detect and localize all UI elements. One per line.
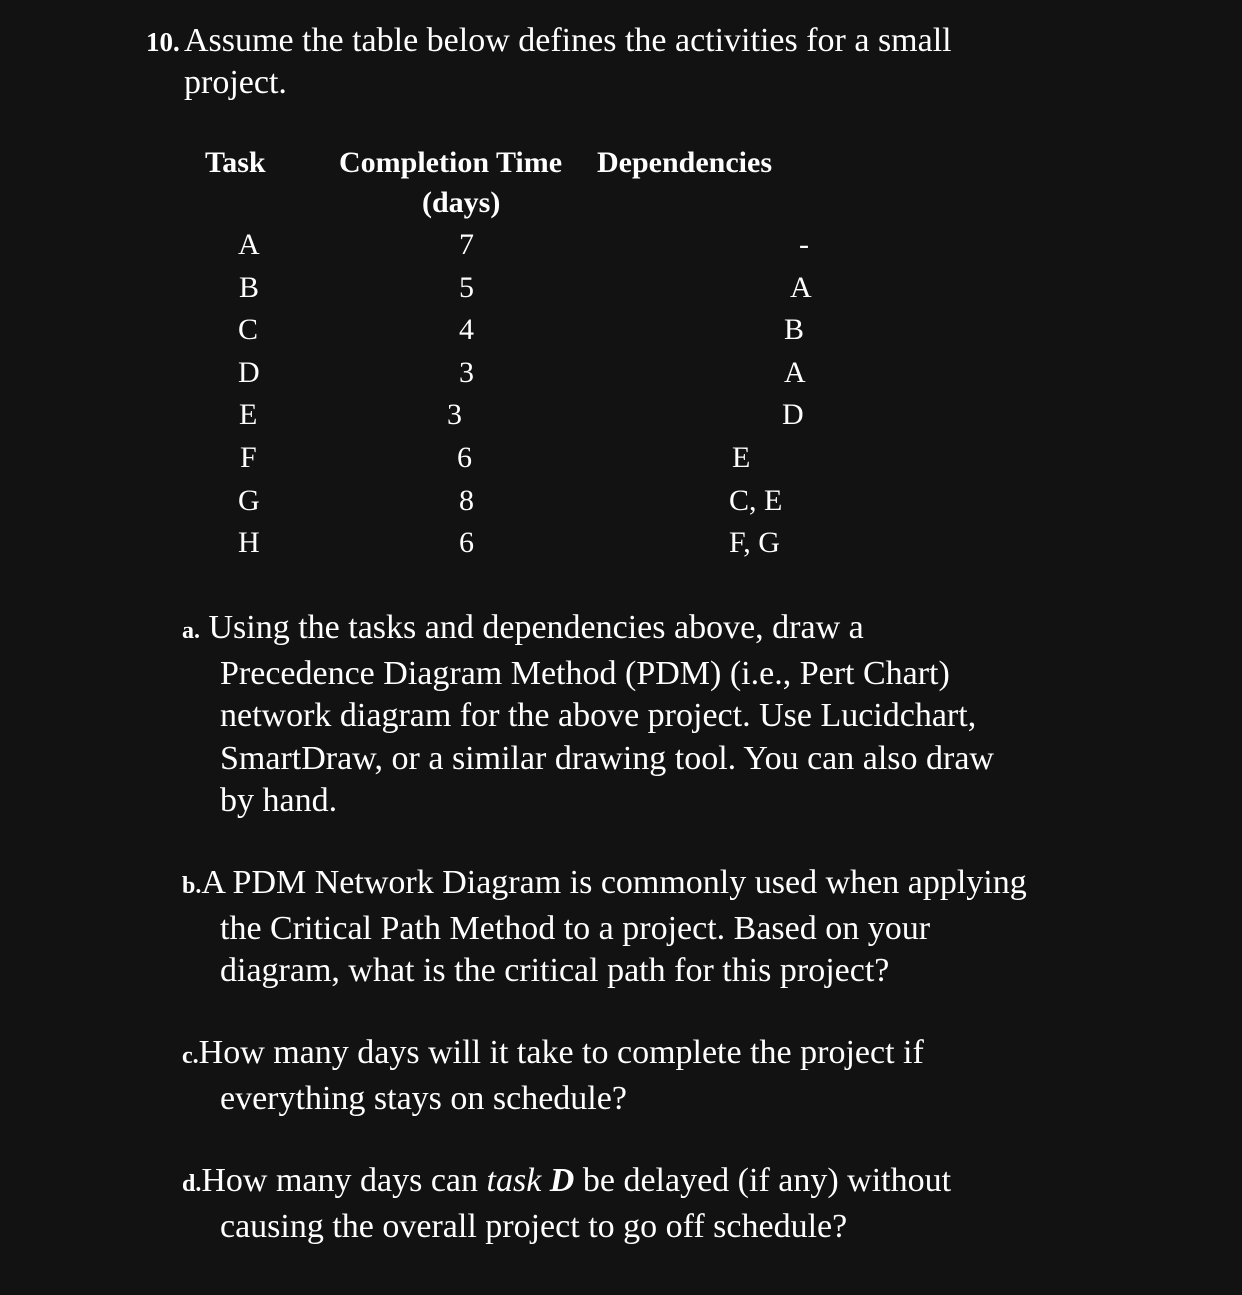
part-c-label: c.	[182, 1043, 199, 1069]
part-b-line: A PDM Network Diagram is commonly used when applying	[201, 864, 1027, 901]
dependency-cell: -	[799, 228, 809, 261]
time-cell: 5	[459, 271, 474, 304]
dependency-cell: E	[732, 441, 751, 474]
dependency-cell: C, E	[729, 484, 783, 517]
part-b-label: b.	[182, 873, 202, 899]
task-cell: E	[239, 398, 258, 431]
header-completion-time: Completion Time	[339, 146, 563, 179]
part-a-line: SmartDraw, or a similar drawing tool. You can also draw	[220, 739, 994, 777]
time-cell: 6	[457, 441, 472, 474]
part-d-task-word: task	[486, 1162, 542, 1199]
task-cell: G	[238, 484, 260, 517]
part-a	[182, 607, 994, 823]
part-b-line: the Critical Path Method to a project. Based on your	[220, 909, 931, 947]
dependency-cell: B	[784, 313, 805, 346]
task-cell: D	[238, 356, 260, 389]
part-d-line2: causing the overall project to go off schedule?	[220, 1207, 848, 1245]
part-c-line: How many days will it take to complete the project if	[198, 1034, 924, 1071]
part-a-line: network diagram for the above project. Use Lucidchart,	[220, 697, 977, 734]
part-d-line1-pre: How many days can	[201, 1162, 487, 1199]
header-dependencies: Dependencies	[597, 146, 772, 179]
part-d-line1-post: be delayed (if any) without	[574, 1162, 952, 1199]
part-a-line: by hand.	[220, 782, 338, 819]
part-b-line: diagram, what is the critical path for this project?	[220, 952, 890, 989]
task-cell: A	[238, 228, 260, 261]
dependency-cell: A	[790, 271, 812, 304]
part-d	[182, 1160, 951, 1248]
time-cell: 3	[447, 398, 462, 431]
time-cell: 7	[459, 228, 474, 261]
header-days: (days)	[422, 186, 501, 219]
part-a-line: Precedence Diagram Method (PDM) (i.e., Pert Chart)	[220, 654, 950, 692]
part-c-line: everything stays on schedule?	[220, 1079, 627, 1117]
dependency-cell: F, G	[729, 526, 780, 559]
part-b	[182, 862, 1027, 993]
part-d-label: d.	[182, 1171, 202, 1197]
header-task: Task	[205, 146, 266, 179]
task-cell: F	[240, 441, 257, 474]
part-d-task-letter: D	[549, 1162, 575, 1199]
time-cell: 8	[459, 484, 474, 517]
part-c	[182, 1032, 924, 1120]
task-cell: B	[239, 271, 260, 304]
task-cell: H	[238, 526, 260, 559]
task-cell: C	[238, 313, 259, 346]
part-a-label: a.	[182, 618, 200, 644]
part-a-line: Using the tasks and dependencies above, draw a	[208, 609, 864, 646]
question-number: 10.	[146, 27, 180, 57]
dependency-cell: D	[782, 398, 804, 431]
time-cell: 6	[459, 526, 474, 559]
question-text-line1: Assume the table below defines the activities for a small	[184, 22, 952, 59]
question-text-line2: project.	[184, 64, 287, 101]
time-cell: 4	[459, 313, 474, 346]
time-cell: 3	[459, 356, 474, 389]
dependency-cell: A	[784, 356, 806, 389]
